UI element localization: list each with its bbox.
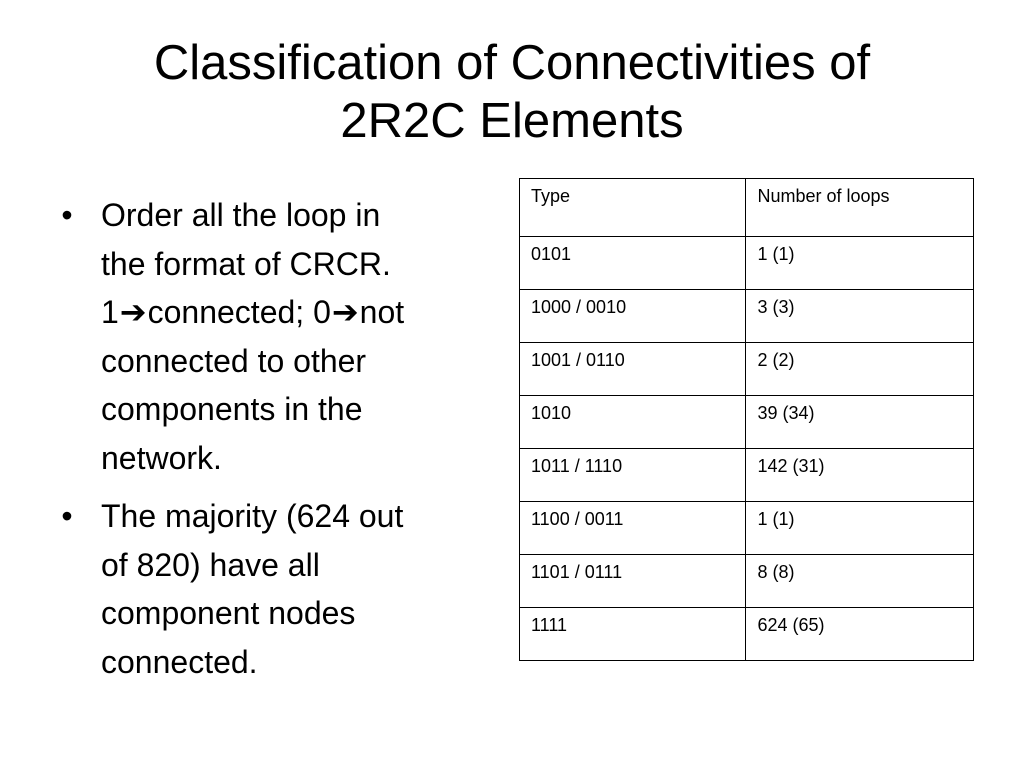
cell-type: 1100 / 0011 [520, 502, 746, 555]
slide-title-line-1: Classification of Connectivities of [153, 36, 871, 90]
cell-number-of-loops: 142 (31) [746, 449, 974, 502]
bullet-text-line: network. [101, 439, 222, 476]
header-number-of-loops: Number of loops [746, 179, 974, 237]
cell-type: 0101 [520, 237, 746, 290]
cell-type: 1011 / 1110 [520, 449, 746, 502]
bullet-marker: • [61, 197, 73, 233]
bullet-item-order-loops [57, 191, 497, 482]
bullet-text-line: connected to other [101, 342, 367, 379]
arrow-right-icon: ➔ [331, 294, 359, 330]
cell-type: 1101 / 0111 [520, 555, 746, 608]
slide-title [60, 34, 964, 150]
table-row [520, 502, 974, 555]
bullet-marker: • [61, 498, 73, 534]
table-row [520, 343, 974, 396]
bullet-text-line [101, 288, 497, 337]
arrow-right-icon: ➔ [119, 294, 147, 330]
bullet-text-line: components in the [101, 391, 363, 427]
bullet-text-line: component nodes [101, 595, 356, 631]
bullet-text-fragment: 1 [101, 294, 119, 330]
bullet-text-fragment: not [359, 294, 405, 330]
bullet-item-majority [57, 492, 497, 686]
cell-number-of-loops: 1 (1) [746, 502, 974, 555]
cell-number-of-loops: 3 (3) [746, 290, 974, 343]
bullet-text-line: The majority (624 out [101, 498, 404, 534]
cell-number-of-loops: 39 (34) [746, 396, 974, 449]
cell-type: 1000 / 0010 [520, 290, 746, 343]
cell-type: 1001 / 0110 [520, 343, 746, 396]
header-type: Type [520, 179, 746, 237]
bullet-text-line: of 820) have all [101, 546, 320, 583]
table-row [520, 555, 974, 608]
bullet-text-fragment: connected; 0 [147, 294, 331, 330]
table-row [520, 449, 974, 502]
bullet-list [57, 191, 497, 696]
bullet-text-line: the format of CRCR. [101, 245, 391, 282]
cell-number-of-loops: 1 (1) [746, 237, 974, 290]
loop-classification-table [519, 178, 974, 661]
bullet-text-line: connected. [101, 643, 258, 680]
table-row [520, 290, 974, 343]
table-row [520, 608, 974, 661]
table-header-row [520, 179, 974, 237]
cell-type: 1010 [520, 396, 746, 449]
cell-number-of-loops: 8 (8) [746, 555, 974, 608]
cell-type: 1111 [520, 608, 746, 661]
bullet-text-line: Order all the loop in [101, 197, 381, 233]
table-row [520, 396, 974, 449]
table-row [520, 237, 974, 290]
cell-number-of-loops: 2 (2) [746, 343, 974, 396]
slide-title-line-2: 2R2C Elements [340, 94, 684, 148]
cell-number-of-loops: 624 (65) [746, 608, 974, 661]
